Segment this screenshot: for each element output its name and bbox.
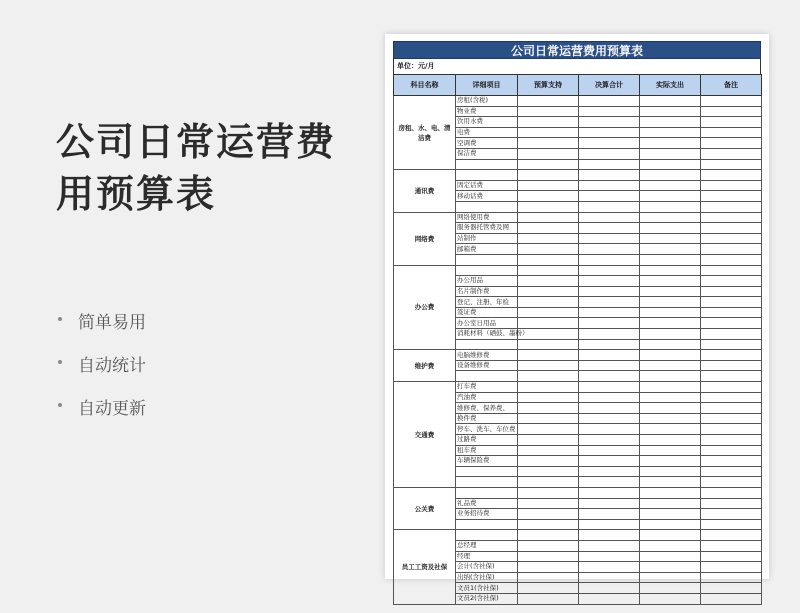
value-cell xyxy=(579,562,640,573)
value-cell xyxy=(579,159,640,170)
value-cell xyxy=(518,254,579,265)
value-cell xyxy=(579,530,640,541)
value-cell xyxy=(701,572,762,583)
value-cell xyxy=(579,138,640,149)
value-cell xyxy=(579,487,640,498)
value-cell xyxy=(701,435,762,446)
value-cell xyxy=(701,276,762,287)
value-cell xyxy=(640,106,701,117)
value-cell xyxy=(701,254,762,265)
value-cell xyxy=(701,212,762,223)
item-cell: 电费 xyxy=(456,127,518,138)
value-cell xyxy=(701,424,762,435)
item-cell: 电脑维修费 xyxy=(456,350,518,361)
value-cell xyxy=(640,583,701,594)
category-cell: 网络费 xyxy=(394,212,456,265)
item-cell: 消耗材料（硒鼓、墨粉） xyxy=(457,329,529,338)
header-cell: 实际支出 xyxy=(640,75,701,96)
value-cell xyxy=(701,180,762,191)
value-cell xyxy=(640,424,701,435)
value-cell xyxy=(579,117,640,128)
value-cell xyxy=(579,583,640,594)
value-cell xyxy=(518,212,579,223)
value-cell xyxy=(640,403,701,414)
value-cell xyxy=(701,339,762,350)
feature-item: 简单易用 xyxy=(56,308,146,351)
value-cell xyxy=(640,350,701,361)
item-cell xyxy=(456,159,518,170)
value-cell xyxy=(640,530,701,541)
value-cell xyxy=(518,201,579,212)
value-cell xyxy=(701,307,762,318)
value-cell xyxy=(640,382,701,393)
table-row xyxy=(394,530,762,541)
item-cell: 签证费 xyxy=(456,307,518,318)
value-cell xyxy=(701,265,762,276)
item-cell xyxy=(456,487,518,498)
value-cell xyxy=(518,435,579,446)
value-cell xyxy=(518,445,579,456)
value-cell xyxy=(518,233,579,244)
value-cell xyxy=(579,445,640,456)
value-cell xyxy=(579,413,640,424)
item-cell: 车辆保险费 xyxy=(456,456,518,467)
table-row xyxy=(394,170,762,181)
value-cell xyxy=(701,297,762,308)
value-cell xyxy=(640,392,701,403)
value-cell xyxy=(579,456,640,467)
value-cell xyxy=(701,201,762,212)
value-cell xyxy=(701,223,762,234)
value-cell xyxy=(701,360,762,371)
value-cell xyxy=(701,350,762,361)
value-cell xyxy=(518,477,579,488)
value-cell xyxy=(579,96,640,107)
item-cell xyxy=(456,519,518,530)
value-cell xyxy=(579,233,640,244)
table-row xyxy=(394,350,762,361)
header-cell: 决算合计 xyxy=(579,75,640,96)
item-cell: 业务招待费 xyxy=(456,509,518,520)
value-cell xyxy=(518,170,579,181)
value-cell xyxy=(579,276,640,287)
value-cell xyxy=(701,445,762,456)
value-cell xyxy=(579,424,640,435)
value-cell xyxy=(518,159,579,170)
item-cell xyxy=(456,477,518,488)
value-cell xyxy=(640,138,701,149)
value-cell xyxy=(701,286,762,297)
header-cell: 科目名称 xyxy=(394,75,456,96)
value-cell xyxy=(579,540,640,551)
item-cell xyxy=(456,254,518,265)
value-cell xyxy=(518,265,579,276)
category-cell: 交通费 xyxy=(394,382,456,488)
value-cell xyxy=(579,551,640,562)
value-cell xyxy=(701,392,762,403)
table-row xyxy=(394,96,762,107)
value-cell xyxy=(701,127,762,138)
value-cell xyxy=(579,509,640,520)
value-cell xyxy=(579,223,640,234)
value-cell xyxy=(579,201,640,212)
category-cell: 房租、水、电、清洁费 xyxy=(394,96,456,170)
value-cell xyxy=(518,276,579,287)
value-cell xyxy=(640,477,701,488)
sheet-title: 公司日常运营费用预算表 xyxy=(393,41,761,59)
budget-table xyxy=(393,74,762,605)
value-cell xyxy=(640,265,701,276)
value-cell xyxy=(579,498,640,509)
value-cell xyxy=(640,466,701,477)
value-cell xyxy=(518,244,579,255)
item-cell xyxy=(456,466,518,477)
item-cell: 维修费、保养费、 xyxy=(456,403,518,414)
value-cell xyxy=(701,96,762,107)
value-cell xyxy=(701,530,762,541)
value-cell xyxy=(518,487,579,498)
value-cell xyxy=(579,212,640,223)
value-cell xyxy=(579,170,640,181)
value-cell xyxy=(579,477,640,488)
feature-list xyxy=(56,308,146,437)
item-cell: 网络使用费 xyxy=(456,212,518,223)
item-cell: 文员2(含社保) xyxy=(456,593,518,604)
value-cell xyxy=(518,318,579,329)
value-cell xyxy=(640,519,701,530)
value-cell xyxy=(640,413,701,424)
category-cell: 通讯费 xyxy=(394,170,456,212)
item-cell: 服务器托管费及网 xyxy=(456,223,518,234)
value-cell xyxy=(701,318,762,329)
value-cell xyxy=(701,583,762,594)
value-cell xyxy=(518,498,579,509)
value-cell xyxy=(640,498,701,509)
value-cell xyxy=(701,413,762,424)
value-cell xyxy=(518,223,579,234)
value-cell xyxy=(701,371,762,382)
value-cell xyxy=(518,382,579,393)
item-cell: 名片制作费 xyxy=(456,286,518,297)
feature-item: 自动更新 xyxy=(56,394,146,437)
item-cell: 物业费 xyxy=(456,106,518,117)
value-cell xyxy=(701,117,762,128)
item-cell: 设备维修费 xyxy=(456,360,518,371)
value-cell xyxy=(640,96,701,107)
item-cell: 出纳(含社保) xyxy=(456,572,518,583)
value-cell xyxy=(579,403,640,414)
value-cell xyxy=(701,403,762,414)
value-cell xyxy=(640,233,701,244)
value-cell xyxy=(518,106,579,117)
value-cell xyxy=(701,456,762,467)
value-cell xyxy=(701,191,762,202)
value-cell xyxy=(579,148,640,159)
value-cell xyxy=(579,297,640,308)
value-cell xyxy=(518,583,579,594)
value-cell xyxy=(518,350,579,361)
value-cell xyxy=(701,477,762,488)
value-cell xyxy=(518,127,579,138)
value-cell xyxy=(640,572,701,583)
item-cell: 邮箱费 xyxy=(456,244,518,255)
value-cell xyxy=(579,127,640,138)
value-cell xyxy=(640,435,701,446)
value-cell xyxy=(518,466,579,477)
item-cell xyxy=(456,201,518,212)
header-cell: 预算支持 xyxy=(518,75,579,96)
value-cell xyxy=(579,244,640,255)
value-cell xyxy=(579,371,640,382)
value-cell xyxy=(518,562,579,573)
category-cell: 办公费 xyxy=(394,265,456,350)
value-cell xyxy=(518,148,579,159)
value-cell xyxy=(640,148,701,159)
item-cell: 办公室日用品 xyxy=(456,318,518,329)
table-body xyxy=(394,96,762,605)
item-cell: 办公用品 xyxy=(456,276,518,287)
value-cell xyxy=(640,297,701,308)
value-cell xyxy=(518,424,579,435)
value-cell xyxy=(518,339,579,350)
value-cell xyxy=(701,233,762,244)
item-cell: 停车、洗车、车位费 xyxy=(457,424,516,433)
value-cell xyxy=(701,487,762,498)
item-cell: 移动话费 xyxy=(456,191,518,202)
item-cell: 空调费 xyxy=(456,138,518,149)
value-cell xyxy=(518,413,579,424)
item-cell xyxy=(456,170,518,181)
value-cell xyxy=(701,106,762,117)
value-cell xyxy=(579,254,640,265)
table-row xyxy=(394,382,762,393)
value-cell xyxy=(640,562,701,573)
value-cell xyxy=(701,509,762,520)
value-cell xyxy=(640,212,701,223)
value-cell xyxy=(579,191,640,202)
category-cell: 员工工资及社保 xyxy=(394,530,456,604)
value-cell xyxy=(640,456,701,467)
value-cell xyxy=(701,244,762,255)
value-cell xyxy=(579,318,640,329)
item-cell: 房租(含税) xyxy=(456,96,518,107)
value-cell xyxy=(579,466,640,477)
item-cell xyxy=(456,339,518,350)
value-cell xyxy=(579,572,640,583)
value-cell xyxy=(701,466,762,477)
value-cell xyxy=(579,593,640,604)
value-cell xyxy=(518,519,579,530)
value-cell xyxy=(579,435,640,446)
value-cell xyxy=(518,371,579,382)
value-cell xyxy=(640,244,701,255)
value-cell xyxy=(518,456,579,467)
value-cell xyxy=(640,127,701,138)
value-cell xyxy=(640,254,701,265)
value-cell xyxy=(640,593,701,604)
value-cell xyxy=(640,276,701,287)
value-cell xyxy=(701,562,762,573)
value-cell xyxy=(518,403,579,414)
item-cell: 打车费 xyxy=(456,382,518,393)
header-cell: 详细项目 xyxy=(456,75,518,96)
item-cell: 登记、注册、年检 xyxy=(456,297,518,308)
value-cell xyxy=(640,117,701,128)
item-cell: 过路费 xyxy=(456,435,518,446)
item-cell: 经理 xyxy=(456,551,518,562)
category-cell: 公关费 xyxy=(394,487,456,529)
item-cell: 饮用水费 xyxy=(456,117,518,128)
value-cell xyxy=(518,593,579,604)
unit-label: 单位：元/月 xyxy=(393,59,761,74)
header-cell: 备注 xyxy=(701,75,762,96)
value-cell xyxy=(579,382,640,393)
value-cell xyxy=(518,360,579,371)
value-cell xyxy=(518,96,579,107)
value-cell xyxy=(701,148,762,159)
value-cell xyxy=(640,445,701,456)
value-cell xyxy=(701,540,762,551)
item-cell: 换件费 xyxy=(456,413,518,424)
value-cell xyxy=(579,307,640,318)
value-cell xyxy=(579,339,640,350)
value-cell xyxy=(640,551,701,562)
value-cell xyxy=(518,530,579,541)
item-cell: 总经理 xyxy=(456,540,518,551)
value-cell xyxy=(640,191,701,202)
value-cell xyxy=(579,392,640,403)
table-row xyxy=(394,265,762,276)
value-cell xyxy=(640,339,701,350)
value-cell xyxy=(701,498,762,509)
value-cell xyxy=(701,329,762,340)
value-cell xyxy=(640,487,701,498)
value-cell xyxy=(518,286,579,297)
value-cell xyxy=(579,286,640,297)
value-cell xyxy=(579,265,640,276)
value-cell xyxy=(640,307,701,318)
item-cell: 礼品费 xyxy=(456,498,518,509)
value-cell xyxy=(640,201,701,212)
value-cell xyxy=(701,159,762,170)
value-cell xyxy=(518,138,579,149)
value-cell xyxy=(640,509,701,520)
value-cell xyxy=(579,329,640,340)
value-cell xyxy=(518,551,579,562)
value-cell xyxy=(518,191,579,202)
value-cell xyxy=(518,117,579,128)
value-cell xyxy=(640,223,701,234)
item-cell xyxy=(456,530,518,541)
category-cell: 维护费 xyxy=(394,350,456,382)
value-cell xyxy=(518,540,579,551)
item-cell: 固定话费 xyxy=(456,180,518,191)
value-cell xyxy=(701,382,762,393)
value-cell xyxy=(518,509,579,520)
value-cell xyxy=(701,138,762,149)
value-cell xyxy=(640,286,701,297)
header-row xyxy=(394,75,762,96)
value-cell xyxy=(701,593,762,604)
item-cell: 会计(含社保) xyxy=(456,562,518,573)
value-cell xyxy=(579,519,640,530)
value-cell xyxy=(579,106,640,117)
value-cell xyxy=(640,180,701,191)
item-cell xyxy=(456,371,518,382)
table-row xyxy=(394,487,762,498)
value-cell xyxy=(518,180,579,191)
value-cell xyxy=(640,540,701,551)
value-cell xyxy=(579,180,640,191)
value-cell xyxy=(640,318,701,329)
value-cell xyxy=(701,170,762,181)
item-cell: 汽油费 xyxy=(456,392,518,403)
value-cell xyxy=(640,371,701,382)
value-cell xyxy=(518,297,579,308)
value-cell xyxy=(640,360,701,371)
value-cell xyxy=(640,329,701,340)
value-cell xyxy=(640,159,701,170)
feature-item: 自动统计 xyxy=(56,351,146,394)
value-cell xyxy=(579,350,640,361)
value-cell xyxy=(701,551,762,562)
table-row xyxy=(394,212,762,223)
spreadsheet-preview xyxy=(385,34,769,603)
value-cell xyxy=(518,307,579,318)
value-cell xyxy=(701,519,762,530)
value-cell xyxy=(579,360,640,371)
item-cell: 文员1(含社保) xyxy=(456,583,518,594)
value-cell xyxy=(640,170,701,181)
item-cell: 保洁费 xyxy=(456,148,518,159)
item-cell: 站制作 xyxy=(456,233,518,244)
value-cell xyxy=(518,572,579,583)
item-cell xyxy=(456,265,518,276)
page-title: 公司日常运营费用预算表 xyxy=(56,120,337,216)
item-cell: 租车费 xyxy=(456,445,518,456)
value-cell xyxy=(518,392,579,403)
